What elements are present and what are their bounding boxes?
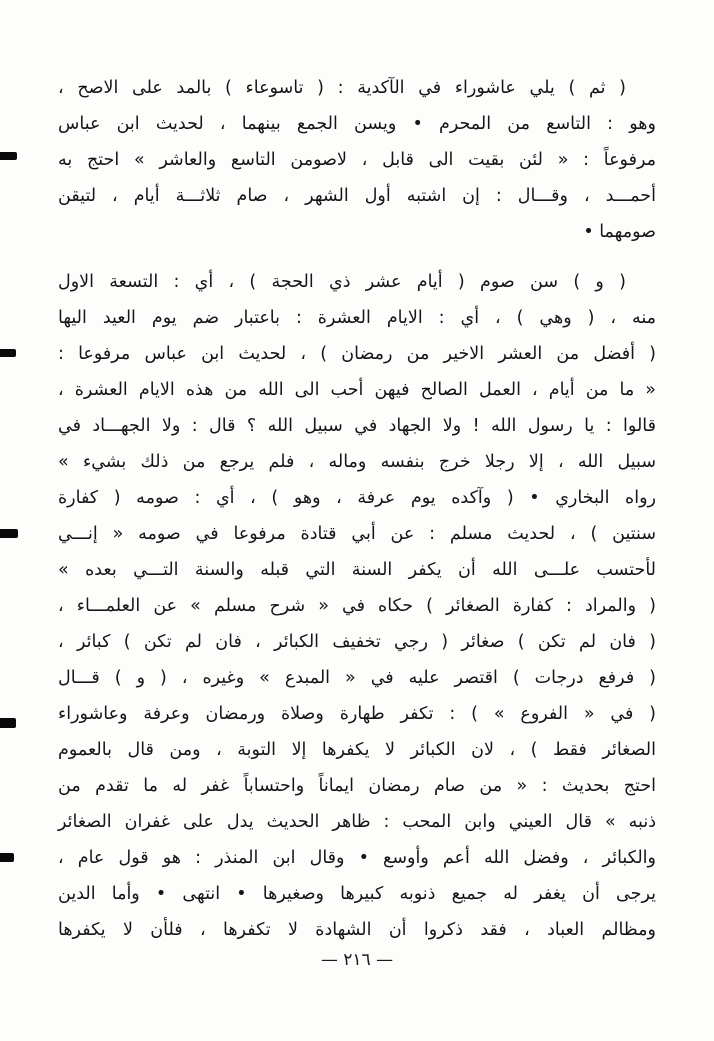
text-line: سبيل الله ، إلا رجلا خرج بنفسه وماله ، فلم يرجع من ذلك بشيء » bbox=[58, 452, 656, 472]
text-line: ( في « الفروع » ) : تكفر طهارة وصلاة ورمضان وعرفة وعاشوراء bbox=[58, 704, 656, 724]
text-line: ( أفضل من العشر الاخير من رمضان ) ، لحديث ابن عباس مرفوعا : bbox=[58, 344, 656, 364]
text-line: ( ثم ) يلي عاشوراء في الآكدية : ( تاسوعاء ) بالمد على الاصح ، bbox=[58, 78, 626, 98]
text-line: يرجى أن يغفر له جميع ذنوبه كبيرها وصغيرها • انتهى • وأما الدين bbox=[58, 884, 656, 904]
text-line: منه ، ( وهي ) ، أي : الايام العشرة : باعتبار ضم يوم العيد اليها bbox=[58, 308, 656, 328]
paragraph-dhul-hijjah bbox=[58, 264, 656, 948]
text-block bbox=[58, 70, 656, 948]
text-line: ( و ) سن صوم ( أيام عشر ذي الحجة ) ، أي : التسعة الاول bbox=[58, 272, 626, 292]
text-line: سنتين ) ، لحديث مسلم : عن أبي قتادة مرفوعا في صومه « إنـــي bbox=[58, 524, 656, 544]
text-line: والكبائر ، وفضل الله أعم وأوسع • وقال ابن المنذر : هو قول عام ، bbox=[58, 848, 656, 868]
binding-mark bbox=[0, 718, 16, 728]
text-line: لأحتسب علـــى الله أن يكفر السنة التي قبله والسنة التـــي بعده » bbox=[58, 560, 656, 580]
text-line: وهو : التاسع من المحرم • ويسن الجمع بينهما ، لحديث ابن عباس bbox=[58, 114, 656, 134]
binding-mark bbox=[0, 349, 16, 357]
page-number: — ٢١٦ — bbox=[320, 950, 394, 970]
binding-mark bbox=[0, 853, 14, 862]
binding-mark bbox=[0, 529, 18, 538]
text-line: رواه البخاري • ( وآكده يوم عرفة ، وهو ) ، أي : صومه ( كفارة bbox=[58, 488, 656, 508]
text-line: ومظالم العباد ، فقد ذكروا أن الشهادة لا تكفرها ، فلأن لا يكفرها bbox=[58, 920, 656, 940]
text-line: الصغائر فقط ) ، لان الكبائر لا يكفرها إلا التوبة ، ومن قال بالعموم bbox=[58, 740, 656, 760]
text-line: أحمـــد ، وقـــال : إن اشتبه أول الشهر ، صام ثلاثـــة أيام ، لتيقن bbox=[58, 186, 656, 206]
text-line: ( فان لم تكن ) صغائر ( رجي تخفيف الكبائر ، فان لم تكن ) كبائر ، bbox=[58, 632, 656, 652]
binding-mark bbox=[0, 152, 17, 160]
text-line: مرفوعاً : « لئن بقيت الى قابل ، لاصومن التاسع والعاشر » احتج به bbox=[58, 150, 656, 170]
text-line: قالوا : يا رسول الله ! ولا الجهاد في سبيل الله ؟ قال : ولا الجهـــاد في bbox=[58, 416, 656, 436]
paragraph-tasua bbox=[58, 70, 656, 250]
text-line: ( والمراد : كفارة الصغائر ) حكاه في « شرح مسلم » عن العلمـــاء ، bbox=[58, 596, 656, 616]
text-line: « ما من أيام ، العمل الصالح فيهن أحب الى الله من هذه الايام العشرة ، bbox=[58, 380, 656, 400]
text-line: صومهما • bbox=[583, 222, 656, 242]
text-line: ( فرفع درجات ) اقتصر عليه في « المبدع » وغيره ، ( و ) قـــال bbox=[58, 668, 656, 688]
text-line: احتج بحديث : « من صام رمضان ايماناً واحتساباً غفر له ما تقدم من bbox=[58, 776, 656, 796]
text-line: ذنبه » قال العيني وابن المحب : ظاهر الحديث يدل على غفران الصغائر bbox=[58, 812, 656, 832]
